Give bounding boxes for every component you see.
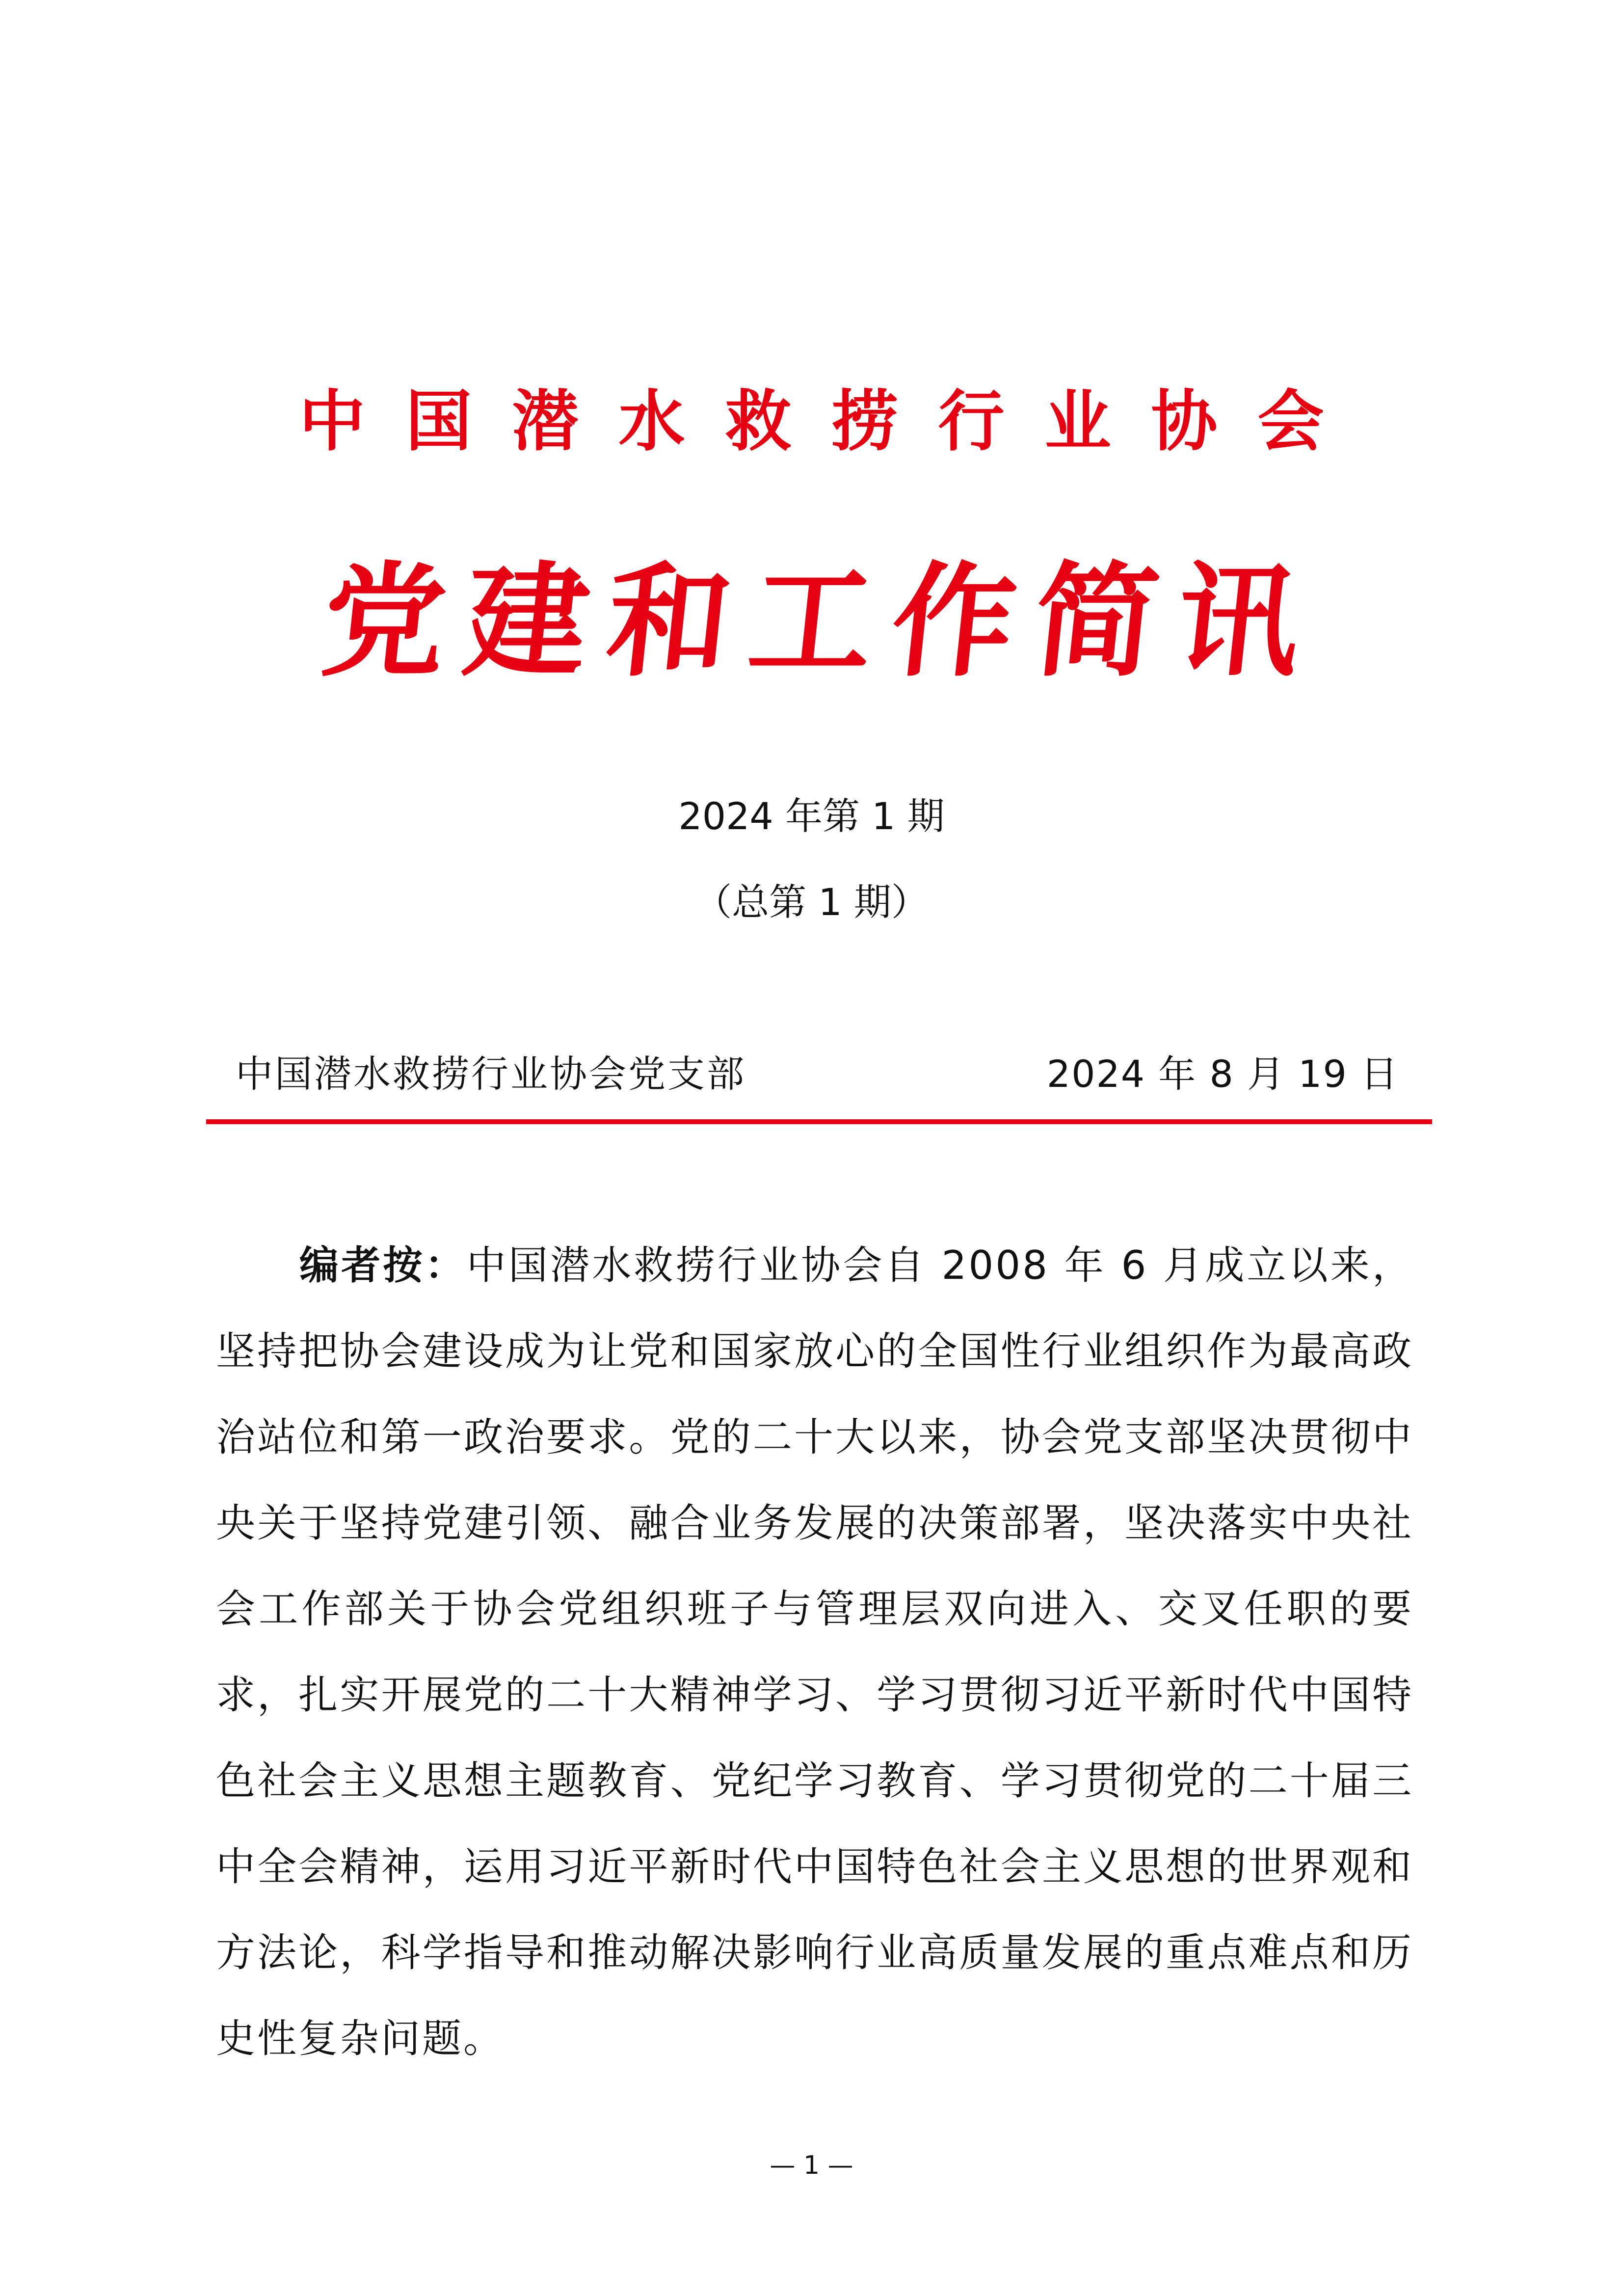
editor-note — [216, 1222, 1413, 2081]
issue-number: 2024 年第 1 期 — [678, 794, 945, 838]
red-divider-line — [206, 1119, 1432, 1124]
page-number: — 1 — — [770, 2151, 853, 2180]
issuer-name: 中国潜水救捞行业协会党支部 — [236, 1052, 746, 1096]
editor-note-label: 编者按： — [299, 1243, 467, 1288]
issue-total-number: （总第 1 期） — [694, 880, 929, 924]
editor-note-body: 中国潜水救捞行业协会自 2008 年 6 月成立以来，坚持把协会建设成为让党和国家放心的全国性行业组织作为最高政治站位和第一政治要求。党的二十大以来，协会党支部坚决贯彻中央关于坚持党建引领、融合业务发展的决策部署，坚决落实中央社会工作部关于协会党组织班子与管理层双向进入、交叉任职的要求，扎实开展党的二十大精神学习、学习贯彻习近平新时代中国特色社会主义思想主题教育、党纪学习教育、学习贯彻党的二十届三中全会精神，运用习近平新时代中国特色社会主义思想的世界观和方法论，科学指导和推动解决影响行业高质量发展的重点难点和历史性复杂问题。 — [216, 1243, 1413, 2061]
bulletin-title: 党建和工作简讯 — [316, 549, 1327, 693]
organization-title: 中国潜水救捞行业协会 — [299, 382, 1364, 460]
issue-date: 2024 年 8 月 19 日 — [1046, 1052, 1399, 1096]
